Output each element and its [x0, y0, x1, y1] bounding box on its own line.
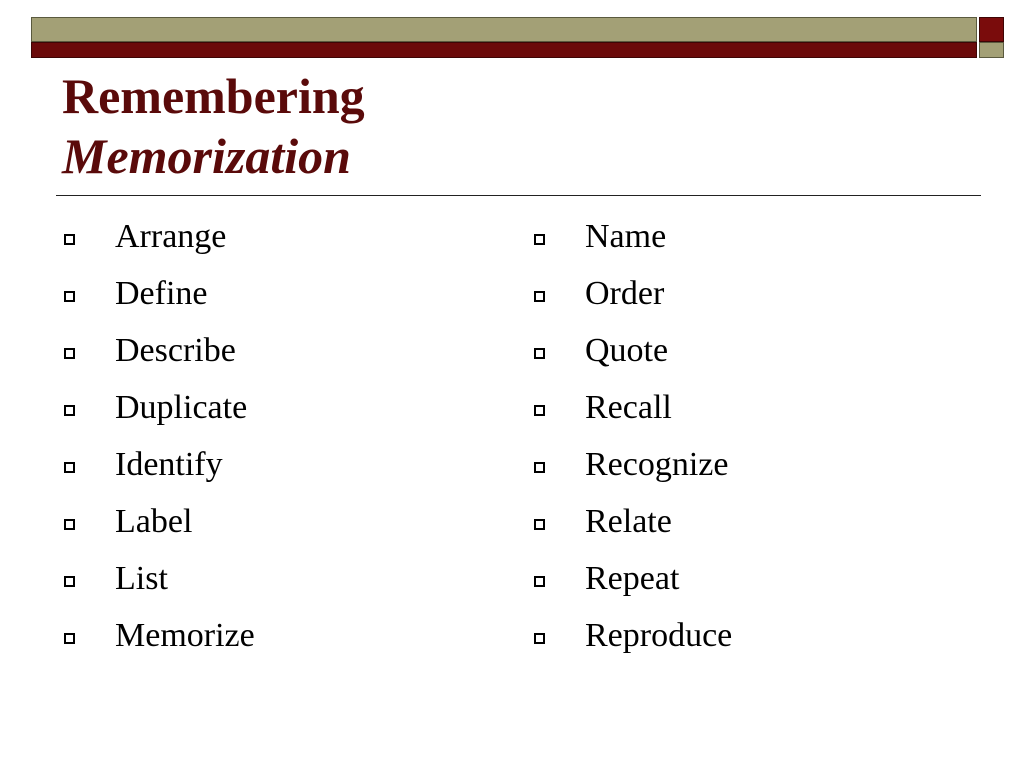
header-bar-maroon: [31, 42, 977, 58]
list-item-label: Arrange: [115, 218, 227, 255]
list-item-label: Order: [585, 275, 665, 312]
hollow-square-bullet-icon: [534, 291, 545, 302]
hollow-square-bullet-icon: [64, 291, 75, 302]
hollow-square-bullet-icon: [64, 348, 75, 359]
hollow-square-bullet-icon: [534, 462, 545, 473]
list-item-label: List: [115, 560, 168, 597]
list-item-label: Describe: [115, 332, 236, 369]
list-item: [534, 550, 732, 607]
list-item: [534, 322, 732, 379]
list-item-label: Reproduce: [585, 617, 733, 654]
list-item-label: Quote: [585, 332, 669, 369]
list-item: [64, 493, 255, 550]
hollow-square-bullet-icon: [534, 576, 545, 587]
list-item-label: Recall: [585, 389, 672, 426]
hollow-square-bullet-icon: [64, 405, 75, 416]
hollow-square-bullet-icon: [534, 348, 545, 359]
hollow-square-bullet-icon: [64, 633, 75, 644]
hollow-square-bullet-icon: [534, 633, 545, 644]
list-item: [534, 208, 732, 265]
hollow-square-bullet-icon: [64, 519, 75, 530]
list-item-label: Name: [585, 218, 667, 255]
list-item: [64, 208, 255, 265]
title-underline: [56, 195, 981, 196]
title-main: Remembering: [62, 68, 365, 124]
hollow-square-bullet-icon: [534, 234, 545, 245]
list-item: [534, 493, 732, 550]
header-bar-olive: [31, 17, 977, 42]
hollow-square-bullet-icon: [534, 519, 545, 530]
list-item-label: Relate: [585, 503, 672, 540]
hollow-square-bullet-icon: [64, 462, 75, 473]
right-bullet-list: [534, 208, 732, 664]
list-item: [534, 607, 732, 664]
hollow-square-bullet-icon: [64, 576, 75, 587]
list-item-label: Label: [115, 503, 193, 540]
list-item-label: Duplicate: [115, 389, 248, 426]
list-item: [64, 607, 255, 664]
list-item: [534, 379, 732, 436]
list-item: [64, 436, 255, 493]
list-item-label: Identify: [115, 446, 223, 483]
list-item-label: Memorize: [115, 617, 255, 654]
list-item: [534, 436, 732, 493]
list-item-label: Recognize: [585, 446, 729, 483]
title-subtitle: Memorization: [62, 128, 351, 184]
slide-title: [62, 66, 365, 186]
list-item: [64, 265, 255, 322]
list-item-label: Repeat: [585, 560, 680, 597]
left-bullet-list: [64, 208, 255, 664]
hollow-square-bullet-icon: [534, 405, 545, 416]
list-item: [64, 379, 255, 436]
list-item-label: Define: [115, 275, 208, 312]
list-item: [64, 322, 255, 379]
corner-square-maroon: [979, 17, 1004, 42]
corner-square-olive: [979, 42, 1004, 58]
list-item: [534, 265, 732, 322]
hollow-square-bullet-icon: [64, 234, 75, 245]
list-item: [64, 550, 255, 607]
